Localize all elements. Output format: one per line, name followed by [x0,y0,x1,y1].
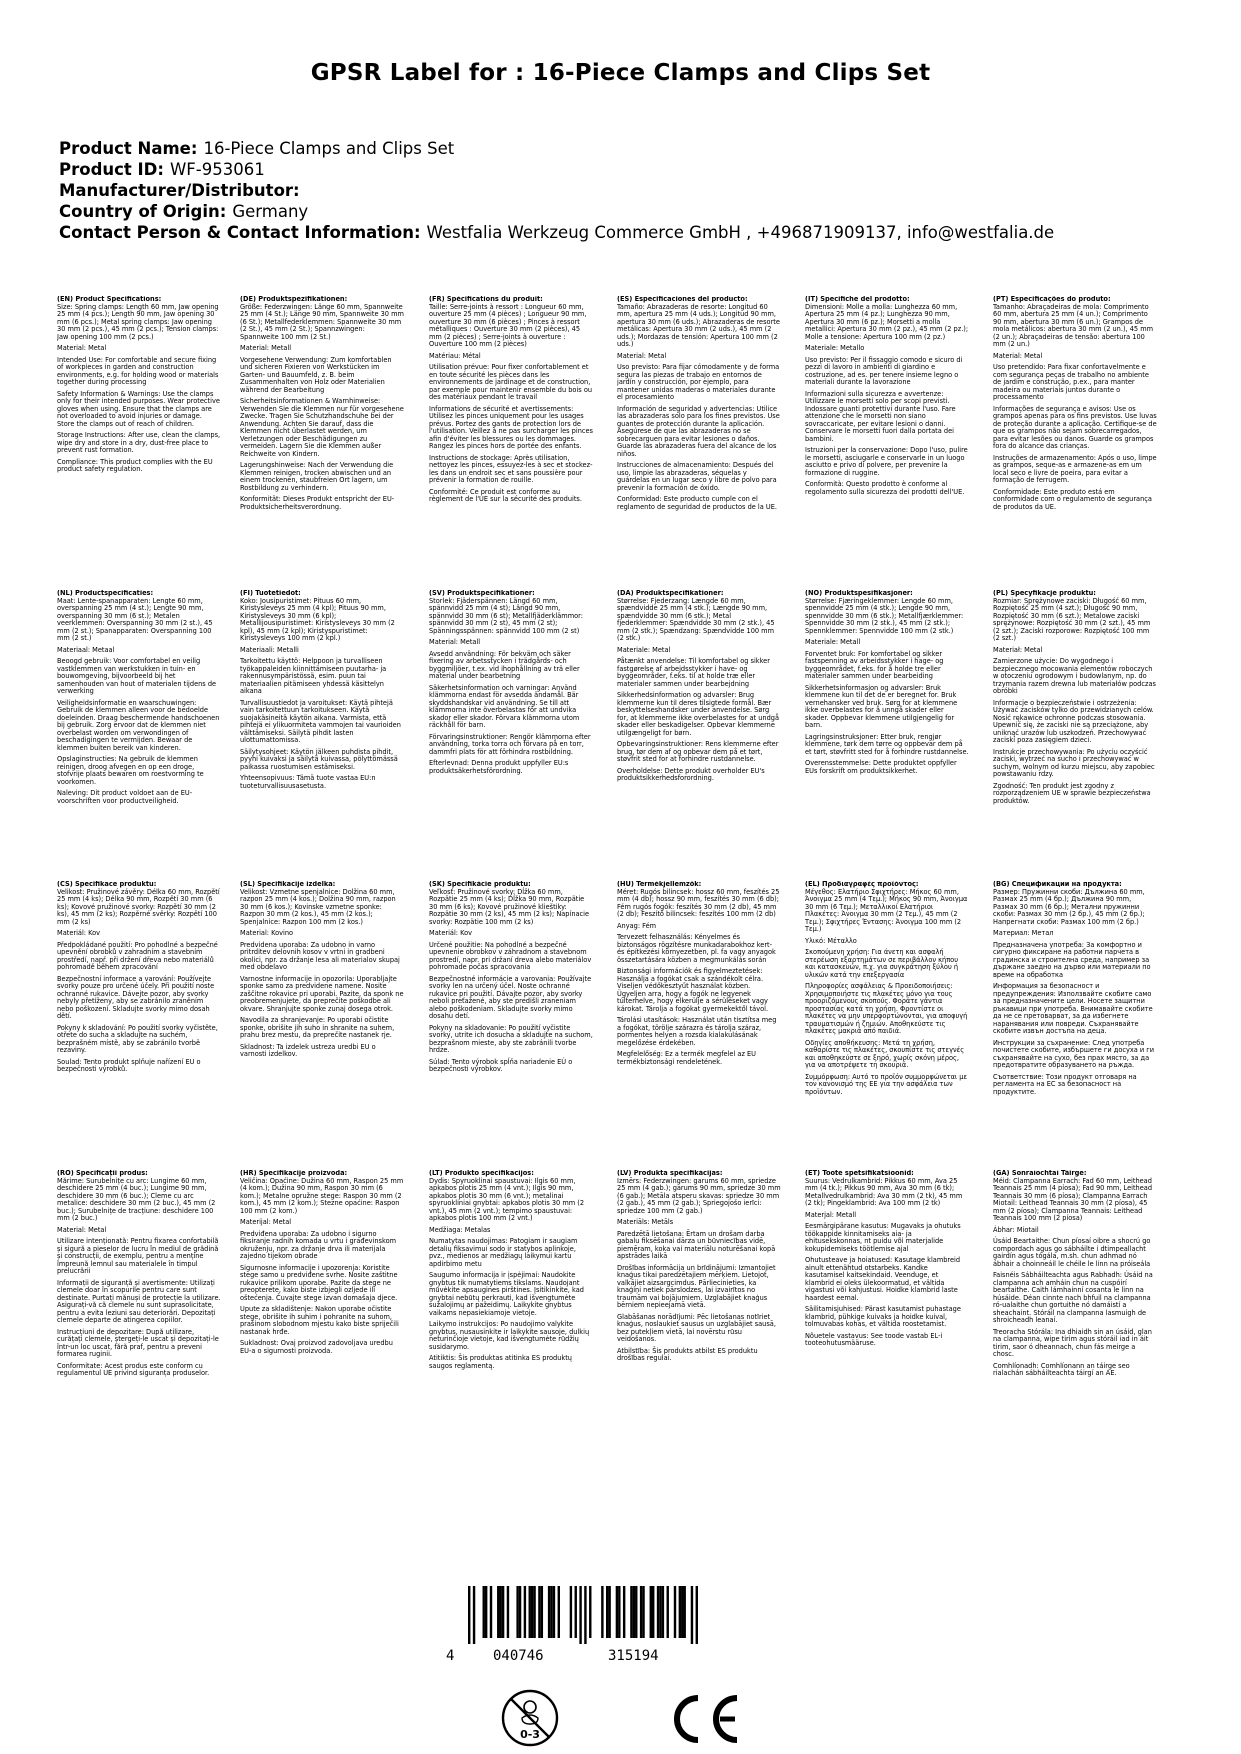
barcode-bar [667,1586,669,1638]
language-block [429,1170,593,1374]
barcode-bar [516,1586,518,1638]
block-paragraph: Πληροφορίες ασφάλειας & Προειδοποιήσεις: Χρησιμοποιήστε τις πλακέτες μόνο για τους προοριζόμενους σκοπούς. Φοράτε γάντια προστασίας κατά τη χρήση. Φροντίστε οι πλακέτες να μην υπερφορτώνονται, για αποφυγή τραυματισμών ή ζημιών. Αποθηκεύστε τις πλακέτες μακριά από παιδιά. [805,982,968,1035]
barcode-bar [550,1586,552,1638]
barcode-bar [683,1586,685,1638]
block-paragraph: Инструкции за съхранение: След употреба почистете скобите, избършете ги досуха и ги съхранявайте на сухо, без прах място, за да предотвратите образуването на ръжда. [993,1038,1155,1069]
block-paragraph: Material: Metal [57,1225,107,1234]
block-paragraph: Förvaringsinstruktioner: Rengör klämmorna efter användning, torka torra och förvara på en torr, dammfri plats för att förhindra rostbildning. [429,732,591,756]
barcode-bar [524,1586,526,1638]
barcode-bar [674,1586,676,1638]
language-block [429,590,593,779]
language-block [57,1170,221,1382]
block-paragraph: Istruzioni per la conservazione: Dopo l'uso, pulire le morsetti, asciugarle e conservarle in un luogo asciutto e privo di polvere, per prevenire la formazione di ruggine. [805,446,968,477]
block-paragraph: Instrucciones de almacenamiento: Después del uso, limpie las abrazaderas, séquelas y guárdelas en un lugar seco y libre de polvo para prevenir la formación de óxido. [617,461,777,492]
block-heading: (BG) Спецификации на продукта: [993,881,1122,888]
block-paragraph: Overensstemmelse: Dette produktet oppfyller EUs forskrift om produktsikkerhet. [805,759,957,775]
block-heading: (SV) Produktspecifikationer: [429,590,535,597]
barcode-bar [659,1586,661,1638]
block-paragraph: Tervezett felhasználás: Kényelmes és biztonságos rögzítésre munkadarabokhoz kert- és építkezési környezetben, pl. fa vagy anyagok összetartására közben a megmunkálás során [617,933,776,964]
block-paragraph: Sigurnosne informacije i upozorenja: Koristite stege samo u predviđene svrhe. Nosite zaštitne rukavice prilikom uporabe. Pazite da stege ne preopterete, kako biste izbjegli ozljede ili oštećenja. Čuvajte stege izvan domašaja djece. [240,1263,398,1302]
contact-line [59,222,1199,243]
block-paragraph: Informations de sécurité et avertissements: Utilisez les pinces uniquement pour les usages prévus. Portez des gants de protection lors de l'utilisation. Veillez à ne pas surcharger les pinces afin d'éviter les blessures ou les dommages. Rangez les pinces hors de portée des enfants. [429,404,593,450]
ean-barcode [438,1586,738,1681]
block-paragraph: Bezpečnostní informace a varování: Používejte svorky pouze pro určené účely. Při použití noste ochranné rukavice. Dávejte pozor, aby svorky nebyly přetíženy, aby se zabránilo zraněním nebo poškození. Skladujte svorky mimo dosah dětí. [57,974,215,1020]
block-paragraph: Zamierzone użycie: Do wygodnego i bezpiecznego mocowania elementów roboczych w otoczeniu ogrodowym i budowlanym, np. do trzymania razem drewna lub materiałów podczas obróbki [993,657,1156,695]
barcode-bar [507,1586,509,1638]
block-paragraph: Conformité: Ce produit est conforme au règlement de l'UE sur la sécurité des produits. [429,487,582,503]
info-value: WF-953061 [169,160,265,179]
country-line [59,201,1199,222]
block-paragraph: Avsedd användning: För bekväm och säker fixering av arbetsstycken i trädgårds- och byggmiljöer, t.ex. vid ihophållning av trä eller material under bearbetning [429,649,580,680]
block-paragraph: Informações de segurança e avisos: Use os grampos apenas para os fins previstos. Use luvas de proteção durante a aplicação. Certifique-se de que os grampos não sejam sobrecarregados, para evitar lesões ou danos. Guarde os grampos fora do alcance das crianças. [993,404,1157,450]
barcode-bar [662,1586,664,1638]
block-paragraph: Material: Metall [429,638,481,646]
barcode-bar [630,1586,632,1638]
block-paragraph: Material: Metall [240,344,292,352]
block-paragraph: Sikkerhedsinformation og advarsler: Brug klemmerne kun til deres tilsigtede formål. Bær beskyttelseshandsker under anvendelse. Sørg for, at klemmerne ikke overbelastes for at undgå skader eller beskadigelser. Opbevar klemmerne utilgængeligt for børn. [617,691,779,737]
block-heading: (SK) Špecifikácie produktu: [429,881,531,888]
barcode-bar [548,1586,550,1638]
barcode-bar [623,1586,625,1638]
barcode-bar [541,1586,543,1638]
block-paragraph: Predviđena uporaba: Za udobno i sigurno fiksiranje radnih komada u vrtu i građevinskom okruženju, npr. za držanje drva ili materijala zajedno tijekom obrade [240,1229,397,1260]
block-paragraph: Numatytas naudojimas: Patogiam ir saugiam detalių fiksavimui sodo ir statybos aplinkoje, pvz., medienos ar medžiagų laikymui kartu apdirbimo metu [429,1237,578,1268]
block-paragraph: Informacje o bezpieczeństwie i ostrzeżenia: Używać zacisków tylko do przewidzianych celów. Nosić rękawice ochronne podczas stosowania. Upewnić się, że zaciski nie są przeciążone, aby uniknąć urazów lub uszkodzeń. Przechowywać zaciski poza zasięgiem dzieci. [993,698,1154,744]
block-paragraph: Compliance: This product complies with the EU product safety regulation. [57,457,213,473]
info-key: Product ID: [59,160,164,179]
block-paragraph: Taille: Serre-joints à ressort : Longueur 60 mm, ouverture 25 mm (4 pièces) ; Longueur 90 mm, ouverture 30 mm (6 pièces) ; Pinces à ressort métalliques : Ouverture 30 mm (2 pièces), 45 mm (2 pièces) ; Serre-joints à ouverture : Ouverture 100 mm (2 pièces) [429,302,587,348]
block-paragraph: Paredzētā lietošana: Ērtam un drošam darba gabalu fiksēšanai dārza un būvniecības vidē, piemēram, koka vai materiālu noturēšanai kopā apstrādes laikā [617,1229,776,1260]
barcode-bars [468,1586,698,1644]
block-paragraph: Material: Kovino [240,929,294,937]
language-block [240,881,404,1063]
product-name-line [59,138,1199,159]
block-paragraph: Conformidade: Este produto está em conformidade com o regulamento de segurança de produtos da UE. [993,487,1152,511]
block-heading: (GA) Sonraíochtaí Táirge: [993,1170,1087,1177]
barcode-bar [589,1586,591,1638]
block-paragraph: Yhteensopivuus: Tämä tuote vastaa EU:n tuoteturvallisuusasetusta. [240,774,376,790]
barcode-bar [575,1586,577,1638]
block-paragraph: Material: Metal [57,344,107,352]
block-heading: (PT) Especificações do produto: [993,296,1111,303]
block-paragraph: Uso previsto: Per il fissaggio comodo e sicuro di pezzi di lavoro in ambienti di giardino e costruzione, ad es. per tenere insieme legno o materiali durante la lavorazione [805,355,963,386]
block-paragraph: Upute za skladištenje: Nakon uporabe očistite stege, obrišite ih suhim i pohranite na suhom, prašinom slobodnom mjestu kako biste spriječili nastanak hrđe. [240,1305,399,1336]
block-paragraph: Izmērs: Federzwingen: garums 60 mm, spriedze 25 mm (4 gab.); garums 90 mm, spriedze 30 mm (6 gab.); Metāla atsperu skavas: spriedze 30 mm (2 gab.), 45 mm (2 gab.); Spriegojošo ierīci: spriedze 100 mm (2 gab.) [617,1176,781,1215]
block-paragraph: Predvidena uporaba: Za udobno in varno pritrditev delovnih kosov v vrtni in gradbeni okolici, npr. za držanje lesa ali materialov skupaj med obdelavo [240,940,400,971]
info-key: Manufacturer/Distributor: [59,181,300,200]
info-key: Country of Origin: [59,202,227,221]
barcode-bar [679,1586,681,1638]
block-paragraph: Συμμόρφωση: Αυτό το προϊόν συμμορφώνεται με τον κανονισμό της ΕΕ για την ασφάλεια των προϊόντων. [805,1072,968,1096]
block-paragraph: Comhlíonadh: Comhlíonann an táirge seo rialachán sábháilteachta táirgí an AE. [993,1361,1130,1377]
barcode-prefix: 4 [446,1648,455,1664]
block-heading: (EL) Προδιαγραφές προϊόντος: [805,881,919,888]
block-paragraph: Matériau: Métal [429,351,481,360]
barcode-bar [691,1586,693,1644]
block-heading: (NO) Produktspesifikasjoner: [805,590,913,597]
block-paragraph: Drošības informācija un brīdinājumi: Izmantojiet knaģus tikai paredzētajiem mērķiem. Lietojot, valkājiet aizsargcimdus. Pārliecinieties, ka knaģiņi netiek pārslodzes, lai izvairītos no traumām vai bojājumiem. Uzglabājiet knaģus bērniem nepieejamā vietā. [617,1263,776,1309]
barcode-left-group: 040746 [493,1648,544,1664]
block-heading: (HU) Termékjellemzők: [617,881,702,888]
block-heading: (DA) Produktspecifikationer: [617,590,724,597]
block-paragraph: Instructions de stockage: Après utilisation, nettoyez les pinces, essuyez-les à sec et stockez-les dans un endroit sec et sans poussière pour prévenir la formation de rouille. [429,453,593,484]
block-heading: (PL) Specyfikacje produktu: [993,590,1096,597]
block-paragraph: Υλικό: Μέταλλο [805,936,857,945]
block-paragraph: Tamanho: Abraçadeiras de mola: Comprimento 60 mm, abertura 25 mm (4 un.); Comprimento 90 mm, abertura 30 mm (6 un.); Grampos de mola metálicos: abertura 30 mm (2 un.), 45 mm (2 un.); Abraçadeiras de tensão: abertura 100 mm (2 un.) [993,302,1154,348]
page-title: GPSR Label for : 16-Piece Clamps and Clips Set [310,60,931,86]
ce-mark-icon [665,1692,743,1746]
block-paragraph: Materiaal: Metaal [57,645,115,654]
block-paragraph: Navodila za shranjevanje: Po uporabi očistite sponke, obrišite jih suho in shranite na suhem, prahu brez mestu, da preprečite nastanek rje. [240,1016,395,1039]
barcode-bar [633,1586,635,1638]
block-paragraph: Materijal: Metal [240,1218,292,1226]
block-paragraph: Materiał: Metal [993,645,1043,654]
barcode-bar [642,1586,644,1638]
block-heading: (ET) Toote spetsifikatsioonid: [805,1170,914,1177]
block-paragraph: Glabāšanas norādījumi: Pēc lietošanas notīriet knaģus, noslaukiet sausus un uzglabājiet sausā, bez putekļiem vietā, lai novērstu rūsu veidošanos. [617,1312,776,1343]
block-paragraph: Lagringsinstruksjoner: Etter bruk, rengjør klemmene, tørk dem tørre og oppbevar dem på et tørt, støvfritt sted for å forhindre rustdannelse. [805,732,969,756]
language-block [57,590,221,809]
age-restriction-icon [500,1688,560,1748]
block-paragraph: Varnostne informacije in opozorila: Uporabljajte sponke samo za predvidene namene. Nosite zaščitne rokavice pri uporabi. Pazite, da sponk ne preobremenjujete, da preprečite poškodbe ali okvare. Shranjujte sponke zunaj dosega otrok. [240,974,404,1013]
barcode-bar [502,1586,504,1638]
language-block [805,881,969,1100]
block-paragraph: Material: Metal [993,351,1043,360]
block-paragraph: Sikkerhetsinformasjon og advarsler: Bruk klemmene kun til det de er beregnet for. Bruk vernehansker ved bruk. Sørg for at klemmene ikke overbelastes for å unngå skader eller skader. Oppbevar klemmene utilgjengelig for barn. [805,683,958,729]
block-paragraph: Ábhar: Miotail [993,1225,1039,1234]
block-paragraph: Предназначена употреба: За комфортно и сигурно фиксиране на работни парчета в градинска и строителна среда, например за държане заедно на дърво или материали по време на обработка [993,940,1151,979]
block-paragraph: Maat: Lente-spanapparaten: Lengte 60 mm, overspanning 25 mm (4 st.); Lengte 90 mm, overspanning 30 mm (6 st.); Metalen veerklemmen: Overspanning 30 mm (2 st.), 45 mm (2 st.); Spanapparaten: Overspanning 100 mm (2 st.) [57,596,213,642]
language-block [993,296,1157,515]
block-paragraph: Size: Spring clamps: Length 60 mm, Jaw opening 25 mm (4 pcs.); Length 90 mm, Jaw opening 30 mm (6 pcs.); Metal spring clamps: Jaw opening 30 mm (2 pcs.), 45 mm (2 pcs.); Tension clamps: Jaw opening 100 mm (2 pcs.) [57,302,219,341]
language-block [617,590,781,787]
block-paragraph: Předpokládané použití: Pro pohodlné a bezpečné upevnění obrobků v zahradním a stavebním prostředí, např. při držení dřeva nebo materiálů pohromadě během zpracování [57,940,218,971]
block-paragraph: Efterlevnad: Denna produkt uppfyller EU:s produktsäkerhetsförordning. [429,759,569,775]
block-paragraph: Turvallisuustiedot ja varoitukset: Käytä pihtejä vain tarkoitettuun tarkoitukseen. Käytä suojakäsineitä käytön aikana. Varmista, että pihtejä ei ylikuormiteta vammojen tai vaurioiden välttämiseksi. Säilytä pihdit lasten ulottumattomissa. [240,698,401,744]
block-paragraph: Materiale: Metallo [805,344,865,352]
language-block [993,1170,1157,1382]
barcode-bar [696,1586,698,1644]
block-paragraph: Úsáid Beartaithe: Chun píosaí oibre a shocrú go compordach agus go sábháilte i dtimpeallacht gairdín agus tógála, m.sh. chun adhmad nó ábhair a choinneáil le chéile le linn na próiseála [993,1237,1151,1268]
barcode-bar [579,1586,581,1644]
language-block [617,1170,781,1367]
barcode-bar [616,1586,618,1638]
block-paragraph: Μέγεθος: Ελατήριο Σφιχτήρες: Μήκος 60 mm, Άνοιγμα 25 mm (4 Τεμ.); Μήκος 90 mm, Άνοιγμα 30 mm (6 Τεμ.); Μεταλλικοί Ελατήριοι Πλακέτες: Άνοιγμα 30 mm (2 Τεμ.), 45 mm (2 Τεμ.); Σφιχτήρες Έντασης: Άνοιγμα 100 mm (2 Τεμ.) [805,887,968,933]
barcode-bar [533,1586,535,1638]
block-paragraph: Naleving: Dit product voldoet aan de EU-voorschriften voor productveiligheid. [57,789,193,805]
block-paragraph: Storlek: Fjäderspännen: Längd 60 mm, spännvidd 25 mm (4 st); Längd 90 mm, spännvidd 30 mm (6 st); Metallfjäderklämmor: spännvidd 30 mm (2 st), 45 mm (2 st); Spänningsspännen: spännvidd 100 mm (2 st) [429,596,583,635]
block-paragraph: Dydis: Spyruoklinai spaustuvai: Ilgis 60 mm, apkabos plotis 25 mm (4 vnt.); Ilgis 90 mm, apkabos plotis 30 mm (6 vnt.); metalinai spyruokliniai gnybtai: apkabos plotis 30 mm (2 vnt.), 45 mm (2 vnt.); tempimo spaustuvai: apkabos plotis 100 mm (2 vnt.) [429,1176,585,1222]
block-paragraph: Utilisation prévue: Pour fixer confortablement et en toute sécurité les pièces dans les environnements de jardinage et de construction, par exemple pour maintenir ensemble du bois ou des matériaux pendant le travail [429,363,593,401]
block-paragraph: Skladnost: Ta izdelek ustreza uredbi EU o varnosti izdelkov. [240,1042,376,1058]
block-paragraph: Určené použitie: Na pohodlné a bezpečné upevnenie obrobkov v záhradnom a stavebnom prostredí, napr. pri držaní dreva alebo materiálov pohromade počas spracovania [429,940,592,971]
barcode-bar [584,1586,586,1644]
block-paragraph: Biztonsági információk és figyelmeztetések: Használja a fogókat csak a szándékolt célra. Viseljen védőkesztyűt használat közben. Ügyeljen arra, hogy a fogók ne legyenek túlterhelve, hogy elkerülje a sérüléseket vagy károkat. Tárolja a fogókat gyermekektől távol. [617,967,769,1013]
block-paragraph: Tarkoitettu käyttö: Helppoon ja turvalliseen työkappaleiden kiinnittämiseen puutarha- ja rakennusympäristössä, esim. puun tai materiaalien pitämiseen yhdessä käsittelyn aikana [240,657,387,695]
barcode-bar [490,1586,492,1638]
block-paragraph: Soulad: Tento produkt splňuje nařízení EU o bezpečnosti výrobků. [57,1057,201,1073]
barcode-right-group: 315194 [608,1648,659,1664]
block-paragraph: Información de seguridad y advertencias: Utilice las abrazaderas solo para los fines previstos. Use guantes de protección durante la aplicación. Asegúrese de que las abrazaderas no se sobrecarguen para evitar lesiones o daños. Guarde las abrazaderas fuera del alcance de los niños. [617,404,780,458]
block-paragraph: Mărime: Surubelnițe cu arc: Lungime 60 mm, deschidere 25 mm (4 buc.); Lungime 90 mm, deschidere 30 mm (6 buc.); Cleme cu arc metalice: deschidere 30 mm (2 buc.), 45 mm (2 buc.); Surubelnițe de tracțiune: deschidere 100 mm (2 buc.) [57,1176,216,1222]
block-paragraph: Suurus: Vedrulkambrid: Pikkus 60 mm, Ava 25 mm (4 tk.); Pikkus 90 mm, Ava 30 mm (6 tk); Metallvedrulkambrid: Ava 30 mm (2 tk), 45 mm (2 tk); Pingeklambrid: Ava 100 mm (2 tk) [805,1176,963,1207]
block-paragraph: Säilitamisjuhised: Pärast kasutamist puhastage klambrid, pühkige kuivaks ja hoidke kuival, tolmuvabas kohas, et vältida roostetamist. [805,1305,961,1328]
block-paragraph: Overholdelse: Dette produkt overholder EU's produktsikkerhedsforordning. [617,766,765,782]
block-heading: (DE) Produktspezifikationen: [240,296,348,303]
block-paragraph: Størrelse: Fjæringeklemmer: Lengde 60 mm, spennvidde 25 mm (4 stk.); Lengde 90 mm, spennvidde 30 mm (6 stk.); Metallfjærklemmer: Spennvidde 30 mm (2 stk.), 45 mm (2 stk.); Spennklemmer: Spennvidde 100 mm (2 stk.) [805,596,964,635]
block-paragraph: Materiaali: Metalli [240,645,299,654]
barcode-bar [640,1586,642,1638]
block-paragraph: Materiál: Kov [429,929,473,937]
block-paragraph: Utilizare intenționată: Pentru fixarea confortabilă și sigură a pieselor de lucru în mediul de grădină și construcții, de exemplu, pentru a menține împreună lemnul sau materialele în timpul prelucrării [57,1237,219,1275]
barcode-bar [529,1586,531,1638]
block-paragraph: Tárolási utasítások: Használat után tisztítsa meg a fogókat, törölje szárazra és tárolja száraz, pormentes helyen a rozsda kialakulásának megelőzése érdekében. [617,1016,777,1047]
barcode-bar [657,1586,659,1638]
info-key: Contact Person & Contact Information: [59,223,421,242]
block-paragraph: Méid: Clampanna Earrach: Fad 60 mm, Leithead Teannais 25 mm (4 píosa); Fad 90 mm, Leithead Teannais 30 mm (6 píosa); Clampanna Earrach Miotail: Leithead Teannais 30 mm (2 píosa), 45 mm (2 píosa); Clampanna Teannais: Leithead Teannais 100 mm (2 píosa) [993,1176,1153,1222]
barcode-bar [681,1586,683,1638]
language-block [805,1170,969,1352]
block-paragraph: Materiāls: Metāls [617,1218,674,1226]
barcode-bar [483,1586,485,1638]
block-paragraph: Materiale: Metall [805,638,861,646]
block-paragraph: Pokyny na skladovanie: Po použití vyčistite svorky, utrite ich dosucha a skladujte na suchom, bezprašnom mieste, aby ste zabránili tvorbe hrdze. [429,1023,593,1054]
barcode-bar [485,1586,487,1638]
block-heading: (FI) Tuotetiedot: [240,590,301,597]
barcode-bar [558,1586,560,1638]
block-paragraph: Velikost: Vzmetne spenjalnice: Dolžina 60 mm, razpon 25 mm (4 kos.); Dolžina 90 mm, razpon 30 mm (6 kos.); Kovinske vzmetne sponke: Razpon 30 mm (2 kos.), 45 mm (2 kos.); Spenjalnice: Razpon 100 mm (2 kos.) [240,887,396,926]
block-paragraph: Pokyny k skladování: Po použití svorky vyčistěte, otřete do sucha a skladujte na suchém, bezprašném místě, aby se zabránilo tvorbě rezaviny. [57,1023,218,1054]
block-paragraph: Conformidad: Este producto cumple con el reglamento de seguridad de productos de la UE. [617,495,777,511]
block-paragraph: Laikymo instrukcijos: Po naudojimo valykite gnybtus, nusausinkite ir laikykite sausoje, dulkių neturinčioje vietoje, kad išvengtumėte rūdžių susidarymo. [429,1320,590,1351]
block-heading: (LT) Produkto specifikacijos: [429,1170,534,1177]
manufacturer-line [59,180,1199,201]
block-paragraph: Størrelse: Fjederzang: Længde 60 mm, spændvidde 25 mm (4 stk.); Længde 90 mm, spændvidde 30 mm (6 stk.); Metal fjederklemmer: Spændvidde 30 mm (2 stk.), 45 mm (2 stk.); Spændzang: Spændvidde 100 mm (2 stk.) [617,596,775,642]
block-paragraph: Súlad: Tento výrobok spĺňa nariadenie EÚ o bezpečnosti výrobkov. [429,1057,573,1073]
language-block [429,881,593,1078]
block-paragraph: Nõuetele vastavus: See toode vastab EL-i tooteohutusmääruse. [805,1331,943,1347]
block-paragraph: Faisnéis Sábháilteachta agus Rabhadh: Úsáid na clampanna ach amháin chun na cuspóirí beartaithe. Caith lámhainní cosanta le linn na húsáide. Déan cinnte nach bhfuil na clampanna ró-ualaithe chun gortuithe nó damáistí a sheachaint. Stóráil na clampanna lasmuigh de shroicheadh leanaí. [993,1271,1153,1324]
block-paragraph: Instrukcje przechowywania: Po użyciu oczyścić zaciski, wytrzeć na sucho i przechowywać w suchym, wolnym od kurzu miejscu, aby zapobiec powstawaniu rdzy. [993,747,1155,778]
block-paragraph: Uso pretendido: Para fixar confortavelmente e com segurança peças de trabalho no ambiente de jardim e construção, p.ex., para manter madeira ou materiais juntos durante o processamento [993,363,1149,401]
block-paragraph: Informații de siguranță și avertismente: Utilizați clemele doar în scopurile pentru care sunt destinate. Purtați mănuși de protecție la utilizare. Asigurați-vă că clemele nu sunt suprasolicitate, pentru a evita leziuni sau deteriorări. Depozitați clemele departe de atingerea copiilor. [57,1278,221,1324]
block-paragraph: Οδηγίες αποθήκευσης: Μετά τη χρήση, καθαρίστε τις πλακέτες, σκουπίστε τις στεγνές και αποθηκεύστε σε ξηρό, χωρίς σκόνη μέρος, για να αποτρέψετε τη σκουριά. [805,1038,965,1069]
block-paragraph: Safety Information & Warnings: Use the clamps only for their intended purposes. Wear protective gloves when using. Ensure that the clamps are not overloaded to avoid injuries or damage. Store the clamps out of reach of children. [57,389,220,428]
block-paragraph: Größe: Federzwingen: Länge 60 mm, Spannweite 25 mm (4 St.); Länge 90 mm, Spannweite 30 mm (6 St.); Metallfederklemmen: Spannweite 30 mm (2 St.), 45 mm (2 St.); Spannzwingen: Spannweite 100 mm (2 St.) [240,302,404,341]
barcode-bar [618,1586,620,1638]
block-paragraph: Materiale: Metal [617,645,671,654]
block-paragraph: Информация за безопасност и предупреждения: Използвайте скобите само за предназначените цели. Носете защитни ръкавици при употреба. Внимавайте скобите да не се претоварват, за да избегнете наранявания или повреди. Съхранявайте скобите извън достъпа на деца. [993,982,1153,1035]
block-paragraph: Säkerhetsinformation och varningar: Använd klämmorna endast för avsedda ändamål. Bär skyddshandskar vid användning. Se till att klämmorna inte överbelastas för att undvika skador eller skador. Förvara klämmorna utom räckhåll för barn. [429,683,580,729]
block-paragraph: Instrucțiuni de depozitare: După utilizare, curățați clemele, ștergeți-le uscat și depozitați-le într-un loc uscat, fără praf, pentru a preveni formarea ruginii. [57,1327,219,1358]
block-paragraph: Méret: Rugós bilincsek: hossz 60 mm, feszítés 25 mm (4 db); hossz 90 mm, feszítés 30 mm (6 db); Fém rugós fogók: feszítés 30 mm (2 db), 45 mm (2 db); Feszítő bilincsek: feszítés 100 mm (2 db) [617,887,780,918]
barcode-bar [606,1586,608,1638]
product-id-line [59,159,1199,180]
block-paragraph: Koko: Jousipuristimet: Pituus 60 mm, Kiristysleveys 25 mm (4 kpl); Pituus 90 mm, Kiristysleveys 30 mm (6 kpl); Metallijousipuristimet: Kiristysleveys 30 mm (2 kpl), 45 mm (2 kpl); Kiristyspuristimet: Kiristysleveys 100 mm (2 kpl.) [240,596,395,642]
barcode-bar [468,1586,470,1644]
language-block [57,296,221,478]
block-paragraph: Atitiktis: Šis produktas atitinka ES produktų saugos reglamentą. [429,1354,572,1370]
block-paragraph: Veličina: Opaćine: Dužina 60 mm, Raspon 25 mm (4 kom.); Dužina 90 mm, Raspon 30 mm (6 kom.); Metalne opružne stege: Raspon 30 mm (2 kom.), 45 mm (2 kom.); Stezne opaćine: Raspon 100 mm (2 kom.) [240,1176,404,1215]
block-paragraph: Materiál: Kov [57,929,101,937]
block-paragraph: Σκοπούμενη χρήση: Για άνετη και ασφαλή στερέωση εξαρτημάτων σε περιβάλλον κήπου και κατασκευών, π.χ. για συγκράτηση ξύλου ή υλικών κατά την επεξεργασία [805,948,959,979]
barcode-bar [608,1586,610,1638]
barcode-bar [601,1586,603,1638]
language-block [240,296,404,515]
block-paragraph: Veiligheidsinformatie en waarschuwingen: Gebruik de klemmen alleen voor de bedoelde doeleinden. Draag beschermende handschoenen bij gebruik. Zorg ervoor dat de klemmen niet overbelast worden om verwondingen of beschadigingen te vermijden. Bewaar de klemmen buiten bereik van kinderen. [57,698,220,752]
block-paragraph: Medžiaga: Metalas [429,1225,491,1234]
block-paragraph: Atbilstība: Šis produkts atbilst ES produktu drošības regulai. [617,1346,758,1362]
block-paragraph: Intended Use: For comfortable and secure fixing of workpieces in garden and construction environments, e.g. for holding wood or materials together during processing [57,355,219,386]
age-warning-label: 0-3 [520,1728,540,1741]
block-paragraph: Sicherheitsinformationen & Warnhinweise: Verwenden Sie die Klemmen nur für vorgesehene Zwecke. Tragen Sie Schutzhandschuhe bei der Anwendung. Achten Sie darauf, dass die Klemmen nicht überlastet werden, um Verletzungen oder Beschädigungen zu vermeiden. Lagern Sie die Klemmen außer Reichweite von Kindern. [240,397,404,458]
compliance-marks [500,1688,730,1750]
language-block [240,1170,404,1359]
block-paragraph: Opbevaringsinstruktioner: Rens klemmerne efter brug, tør dem af og opbevar dem på et tørt, støvfrit sted for at forhindre rustdannelse. [617,740,779,763]
block-heading: (FR) Spécifications du produit: [429,296,543,303]
barcode-bar [519,1586,521,1638]
block-paragraph: Lagerungshinweise: Nach der Verwendung die Klemmen reinigen, trocken abwischen und an einem trockenen, staubfreien Ort lagern, um Rostbildung zu verhindern. [240,461,394,492]
block-paragraph: Beoogd gebruik: Voor comfortabel en veilig vastklemmen van werkstukken in tuin- en bouwomgeving, bijvoorbeeld bij het samenhouden van hout of materialen tijdens de verwerking [57,657,217,695]
barcode-bar [497,1586,499,1638]
block-paragraph: Zgodność: Ten produkt jest zgodny z rozporządzeniem UE w sprawie bezpieczeństwa produktów. [993,781,1151,805]
block-heading: (LV) Produkta specifikācijas: [617,1170,723,1177]
block-paragraph: Bezpečnostné informácie a varovania: Používajte svorky len na určený účel. Noste ochranné rukavice pri použití. Dávajte pozor, aby svorky neboli preťažené, aby ste predišli zraneniam alebo poškodeniam. Skladujte svorky mimo dosahu detí. [429,974,592,1020]
block-paragraph: Säilytysohjeet: Käytön jälkeen puhdista pihdit, pyyhi kuivaksi ja säilytä kuivassa, pölyttömässä paikassa ruostumisen estämiseksi. [240,747,398,771]
block-heading: (NL) Productspecificaties: [57,590,154,597]
block-paragraph: Påtænkt anvendelse: Til komfortabel og sikker fastgørelse af arbejdsstykker i have- og byggeområder, f.eks. til at holde træ eller materialer sammen under bearbejdning [617,657,770,688]
block-heading: (EN) Product Specifications: [57,296,162,303]
block-paragraph: Rozmiar: Sprężynowe zaciski: Długość 60 mm, Rozpiętość 25 mm (4 szt.); Długość 90 mm, Rozpiętość 30 mm (6 szt.); Metalowe zaciski sprężynowe: Rozpiętość 30 mm (2 szt.), 45 mm (2 szt.); Zaciski rozporowe: Rozpiętość 100 mm (2 szt.) [993,596,1151,642]
block-heading: (CS) Specifikace produktu: [57,881,157,888]
block-paragraph: Instruções de armazenamento: Após o uso, limpe as grampos, seque-as e armazene-as em um local seco e livre de poeira, para evitar a formação de ferrugem. [993,453,1157,484]
block-paragraph: Treoracha Stórála: Ina dhiaidh sin an úsáid, glan na clampanna, wipe tirim agus stóráil iad in áit tirim, saor ó dheannach, chun fás meirge a chosc. [993,1327,1152,1358]
block-paragraph: Opslaginstructies: Na gebruik de klemmen reinigen, droog afvegen en op een droge, stofvrije plaats bewaren om roestvorming te voorkomen. [57,755,204,786]
block-paragraph: Размер: Пружинни скоби: Дължина 60 mm, Размах 25 mm (4 бр.); Дължина 90 mm, Размах 30 mm (6 бр.); Метални пружинни скоби: Размах 30 mm (2 бр.), 45 mm (2 бр.); Напрегнати скоби: Размах 100 mm (2 бр.) [993,887,1145,926]
block-paragraph: Velikost: Pružinové závěry: Délka 60 mm, Rozpětí 25 mm (4 ks); Délka 90 mm, Rozpětí 30 mm (6 ks); Kovové pružinové svorky: Rozpětí 30 mm (2 ks), 45 mm (2 ks); Rozpěrné svěrky: Rozpětí 100 mm (2 ks) [57,887,220,926]
language-block [57,881,221,1078]
block-paragraph: Conformitate: Acest produs este conform cu regulamentul UE privind siguranța produselor. [57,1361,210,1377]
block-heading: (HR) Specifikacije proizvoda: [240,1170,348,1177]
product-info [59,138,1199,243]
block-paragraph: Material: Metal [617,351,667,360]
block-paragraph: Материал: Метал [993,929,1054,937]
info-value: 16-Piece Clamps and Clips Set [203,139,455,158]
block-paragraph: Informazioni sulla sicurezza e avvertenze: Utilizzare le morsetti solo per scopi previsti. Indossare guanti protettivi durante l'uso. Fare attenzione che le morsetti non siano sovraccaricate, per evitare lesioni o danni. Conservare le morsetti fuori dalla portata dei bambini. [805,389,956,443]
block-paragraph: Megfelelőség: Ez a termék megfelel az EU termékbiztonsági rendeletének. [617,1050,756,1066]
block-heading: (ES) Especificaciones del producto: [617,296,748,303]
block-heading: (SL) Specifikacije izdelka: [240,881,336,888]
barcode-bar [473,1586,475,1644]
block-paragraph: Eesmärgipärane kasutus: Mugavaks ja ohutuks töökappide kinnitamiseks aia- ja ehitusekskonnas, nt puidu või materjalide kokupidemiseks töötlemise ajal [805,1222,961,1253]
block-paragraph: Vorgesehene Verwendung: Zum komfortablen und sicheren Fixieren von Werkstücken im Garten- und Bauumfeld, z. B. beim Zusammenhalten von Holz oder Materialien während der Bearbeitung [240,355,392,394]
block-paragraph: Ohutusteave ja hoiatused: Kasutage klambreid ainult ettenähtud otstarbeks. Kandke kasutamisel kaitsekindaid. Veenduge, et klambrid ei oleks ülekoormatud, et vältida vigastusi või kahjustusi. Hoidke klambrid laste haardest eemal. [805,1256,961,1302]
info-key: Product Name: [59,139,198,158]
info-value: Germany [232,202,309,221]
block-paragraph: Съответствие: Този продукт отговаря на регламента на ЕС за безопасност на продуктите. [993,1072,1137,1096]
language-block [993,590,1157,809]
block-paragraph: Forventet bruk: For komfortabel og sikker fastspenning av arbeidsstykker i hage- og byggeområdet, f.eks. for å holde tre eller materialer sammen under bearbeiding [805,649,944,680]
block-paragraph: Materjal: Metall [805,1210,857,1219]
block-heading: (RO) Specificații produs: [57,1170,148,1177]
barcode-bar [570,1586,572,1638]
block-paragraph: Uso previsto: Para fijar cómodamente y de forma segura las piezas de trabajo en entornos de jardín y construcción, por ejemplo, para mantener unidas maderas o materiales durante el procesamiento [617,363,780,401]
language-block [993,881,1157,1100]
block-paragraph: Dimensioni: Molle a molla: Lunghezza 60 mm, Apertura 25 mm (4 pz.); Lunghezza 90 mm, Apertura 30 mm (6 pz.); Morsetti a molla metallici: Apertura 30 mm (2 pz.), 45 mm (2 pz.); Molle a tensione: Apertura 100 mm (2 pz.) [805,302,969,341]
language-block [240,590,404,794]
language-block [805,590,969,779]
barcode-bar [652,1586,654,1638]
block-paragraph: Anyag: Fém [617,921,657,930]
block-paragraph: Storage Instructions: After use, clean the clamps, wipe dry and store in a dry, dust-free place to prevent rust formation. [57,431,221,454]
info-value: Westfalia Werkzeug Commerce GmbH , +496871909137, info@westfalia.de [426,223,1055,242]
barcode-bar [499,1586,501,1638]
block-heading: (IT) Specifiche del prodotto: [805,296,910,303]
block-paragraph: Veľkosť: Pružinové svorky: Dĺžka 60 mm, Rozpätie 25 mm (4 ks); Dĺžka 90 mm, Rozpätie 30 mm (6 ks); Kovové pružinové klieštiky: Rozpätie 30 mm (2 ks), 45 mm (2 ks); Napínacie svorky: Rozpätie 100 mm (2 ks) [429,887,590,926]
barcode-bar [635,1586,637,1638]
barcode-bar [531,1586,533,1638]
barcode-bar [553,1586,555,1638]
block-paragraph: Tamaño: Abrazaderas de resorte: Longitud 60 mm, apertura 25 mm (4 uds.); Longitud 90 mm, apertura 30 mm (6 uds.); Abrazaderas de resorte metálicas: Apertura 30 mm (2 uds.), 45 mm (2 uds.); Mordazas de tensión: Apertura 100 mm (2 uds.) [617,302,780,348]
language-block [617,296,781,515]
block-paragraph: Konformität: Dieses Produkt entspricht der EU-Produktsicherheitsverordnung. [240,495,395,511]
block-paragraph: Sukladnost: Ovaj proizvod zadovoljava uredbu EU-a o sigurnosti proizvoda. [240,1339,393,1355]
language-block [429,296,593,508]
barcode-bar [650,1586,652,1638]
block-paragraph: Conformità: Questo prodotto è conforme al regolamento sulla sicurezza dei prodotti dell'UE. [805,480,965,496]
barcode-bar [538,1586,540,1638]
block-paragraph: Saugumo informacija ir įspėjimai: Naudokite gnybtus tik numatytiems tikslams. Naudojant mūvėkite apsaugines pirštines. Įsitikinkite, kad gnybtai nebūtų perkrauti, kad išvengtumėte sužalojimų ar pažeidimų. Laikykite gnybtus vaikams nepasiekiamoje vietoje. [429,1271,584,1317]
language-block [617,881,781,1070]
language-block [805,296,969,500]
